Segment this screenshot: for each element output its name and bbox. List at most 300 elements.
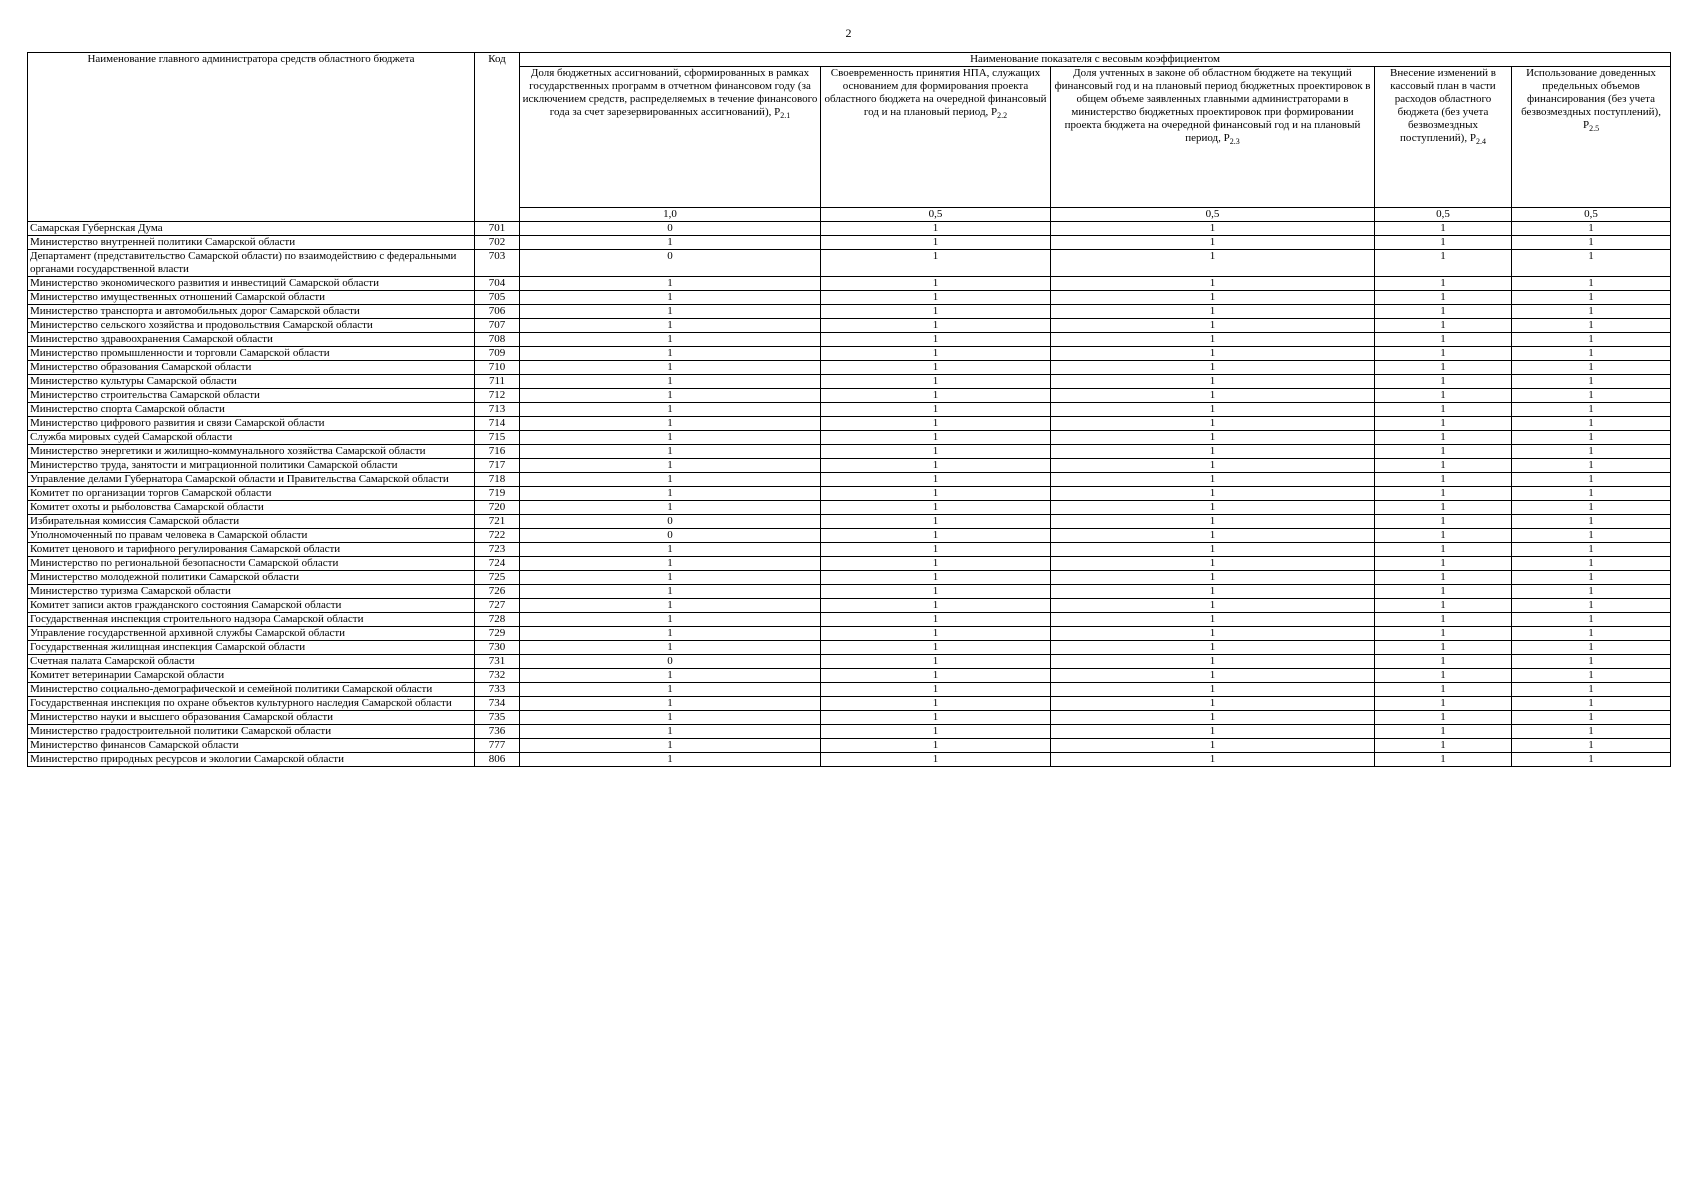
administrator-name-cell: Самарская Губернская Дума	[28, 222, 475, 236]
indicator-value-cell: 1	[821, 613, 1051, 627]
indicator-value-cell: 1	[520, 473, 821, 487]
indicator-value-cell: 1	[1375, 739, 1512, 753]
indicator-value-cell: 1	[1375, 375, 1512, 389]
code-cell: 714	[475, 417, 520, 431]
indicator-value-cell: 1	[1051, 613, 1375, 627]
indicator-value-cell: 1	[1512, 305, 1671, 319]
indicator-value-cell: 1	[1375, 543, 1512, 557]
indicator-value-cell: 1	[1051, 543, 1375, 557]
indicator-value-cell: 1	[1375, 250, 1512, 277]
administrator-name-cell: Министерство имущественных отношений Самарской области	[28, 291, 475, 305]
table-row	[28, 655, 1671, 669]
indicator-value-cell: 1	[1051, 571, 1375, 585]
indicator-value-cell: 1	[520, 361, 821, 375]
indicator-value-cell: 1	[1051, 683, 1375, 697]
indicator-value-cell: 1	[520, 697, 821, 711]
table-row	[28, 473, 1671, 487]
table-row	[28, 725, 1671, 739]
administrator-name-cell: Министерство молодежной политики Самарской области	[28, 571, 475, 585]
table-row	[28, 250, 1671, 277]
administrator-name-cell: Комитет по организации торгов Самарской области	[28, 487, 475, 501]
indicator-value-cell: 1	[520, 627, 821, 641]
table-row	[28, 222, 1671, 236]
code-cell: 726	[475, 585, 520, 599]
indicator-value-cell: 1	[1375, 291, 1512, 305]
administrator-name-cell: Министерство науки и высшего образования Самарской области	[28, 711, 475, 725]
administrator-name-cell: Министерство промышленности и торговли Самарской области	[28, 347, 475, 361]
indicator-value-cell: 1	[1512, 669, 1671, 683]
indicator-value-cell: 1	[1051, 753, 1375, 767]
table-row	[28, 459, 1671, 473]
table-row	[28, 361, 1671, 375]
indicator-value-cell: 1	[1512, 599, 1671, 613]
indicator-value-cell: 1	[1375, 753, 1512, 767]
indicator-value-cell: 1	[520, 641, 821, 655]
indicator-value-cell: 1	[1051, 305, 1375, 319]
administrator-name-cell: Государственная инспекция строительного надзора Самарской области	[28, 613, 475, 627]
indicator-weight: 0,5	[1375, 208, 1512, 222]
administrator-name-cell: Министерство строительства Самарской области	[28, 389, 475, 403]
administrator-name-cell: Министерство сельского хозяйства и продовольствия Самарской области	[28, 319, 475, 333]
indicator-value-cell: 1	[1375, 571, 1512, 585]
indicator-value-cell: 1	[1375, 389, 1512, 403]
code-cell: 711	[475, 375, 520, 389]
code-cell: 720	[475, 501, 520, 515]
indicator-value-cell: 1	[520, 725, 821, 739]
administrator-name-cell: Министерство транспорта и автомобильных дорог Самарской области	[28, 305, 475, 319]
page-number: 2	[845, 26, 852, 40]
indicator-value-cell: 1	[1512, 613, 1671, 627]
indicator-value-cell: 1	[1512, 417, 1671, 431]
indicator-value-cell: 1	[821, 305, 1051, 319]
administrator-name-cell: Комитет ветеринарии Самарской области	[28, 669, 475, 683]
indicator-value-cell: 1	[1051, 473, 1375, 487]
table-row	[28, 403, 1671, 417]
indicator-value-cell: 1	[520, 501, 821, 515]
indicator-value-cell: 1	[520, 459, 821, 473]
indicator-value-cell: 1	[1375, 487, 1512, 501]
code-cell: 725	[475, 571, 520, 585]
indicator-value-cell: 1	[1051, 250, 1375, 277]
indicator-value-cell: 1	[1375, 557, 1512, 571]
indicator-value-cell: 1	[821, 236, 1051, 250]
administrator-name-cell: Управление делами Губернатора Самарской области и Правительства Самарской области	[28, 473, 475, 487]
indicator-value-cell: 1	[1512, 431, 1671, 445]
indicator-value-cell: 1	[821, 319, 1051, 333]
indicator-value-cell: 1	[1051, 515, 1375, 529]
indicator-value-cell: 1	[1051, 319, 1375, 333]
code-cell: 731	[475, 655, 520, 669]
indicator-value-cell: 1	[821, 389, 1051, 403]
indicator-value-cell: 1	[1512, 515, 1671, 529]
indicator-value-cell: 1	[1375, 431, 1512, 445]
header-code: Код	[475, 53, 520, 222]
indicator-value-cell: 1	[821, 333, 1051, 347]
table-row	[28, 529, 1671, 543]
indicator-value-cell: 1	[1375, 627, 1512, 641]
indicator-value-cell: 1	[520, 445, 821, 459]
code-cell: 806	[475, 753, 520, 767]
indicator-value-cell: 1	[1512, 753, 1671, 767]
indicator-value-cell: 1	[1051, 277, 1375, 291]
indicator-value-cell: 1	[1375, 529, 1512, 543]
indicator-value-cell: 1	[1512, 697, 1671, 711]
code-cell: 728	[475, 613, 520, 627]
indicator-value-cell: 1	[821, 222, 1051, 236]
table-row	[28, 319, 1671, 333]
code-cell: 709	[475, 347, 520, 361]
indicator-table	[27, 52, 1671, 767]
administrator-name-cell: Министерство здравоохранения Самарской области	[28, 333, 475, 347]
administrator-name-cell: Министерство спорта Самарской области	[28, 403, 475, 417]
indicator-value-cell: 1	[821, 347, 1051, 361]
indicator-value-cell: 1	[1375, 613, 1512, 627]
administrator-name-cell: Министерство социально-демографической и семейной политики Самарской области	[28, 683, 475, 697]
indicator-value-cell: 1	[821, 375, 1051, 389]
administrator-name-cell: Министерство экономического развития и инвестиций Самарской области	[28, 277, 475, 291]
indicator-value-cell: 1	[520, 319, 821, 333]
indicator-value-cell: 1	[1051, 725, 1375, 739]
indicator-value-cell: 1	[1512, 711, 1671, 725]
administrator-name-cell: Избирательная комиссия Самарской области	[28, 515, 475, 529]
indicator-value-cell: 1	[520, 613, 821, 627]
table-row	[28, 375, 1671, 389]
indicator-value-cell: 1	[821, 739, 1051, 753]
indicator-value-cell: 1	[1375, 501, 1512, 515]
indicator-value-cell: 1	[821, 515, 1051, 529]
table-row	[28, 347, 1671, 361]
code-cell: 724	[475, 557, 520, 571]
code-cell: 727	[475, 599, 520, 613]
table-row	[28, 697, 1671, 711]
indicator-value-cell: 1	[1375, 473, 1512, 487]
indicator-value-cell: 1	[1512, 683, 1671, 697]
indicator-value-cell: 1	[1051, 222, 1375, 236]
code-cell: 721	[475, 515, 520, 529]
indicator-value-cell: 1	[520, 417, 821, 431]
table-row	[28, 711, 1671, 725]
indicator-value-cell: 1	[1375, 459, 1512, 473]
table-row	[28, 305, 1671, 319]
indicator-value-cell: 1	[821, 711, 1051, 725]
code-cell: 718	[475, 473, 520, 487]
table-row	[28, 641, 1671, 655]
indicator-weight: 0,5	[821, 208, 1051, 222]
table-row	[28, 389, 1671, 403]
code-cell: 723	[475, 543, 520, 557]
indicator-value-cell: 1	[520, 291, 821, 305]
code-cell: 708	[475, 333, 520, 347]
indicator-value-cell: 1	[1051, 585, 1375, 599]
indicator-weight: 0,5	[1051, 208, 1375, 222]
indicator-value-cell: 1	[1512, 487, 1671, 501]
indicator-value-cell: 1	[1512, 473, 1671, 487]
header-indicator: Доля бюджетных ассигнований, сформированных в рамках государственных программ в отчетном финансовом году (за исключением средств, распределяемых в течение финансового года за счет зарезервированных ассигнований), $P_{2.1}$	[520, 67, 821, 208]
indicator-value-cell: 1	[1375, 277, 1512, 291]
indicator-value-cell: 1	[1375, 711, 1512, 725]
indicator-value-cell: 1	[1375, 697, 1512, 711]
indicator-value-cell: 1	[520, 683, 821, 697]
code-cell: 710	[475, 361, 520, 375]
indicator-value-cell: 1	[1375, 725, 1512, 739]
table-row	[28, 683, 1671, 697]
indicator-value-cell: 1	[1512, 501, 1671, 515]
administrator-name-cell: Министерство градостроительной политики Самарской области	[28, 725, 475, 739]
indicator-value-cell: 0	[520, 250, 821, 277]
indicator-value-cell: 1	[821, 473, 1051, 487]
administrator-name-cell: Счетная палата Самарской области	[28, 655, 475, 669]
administrator-name-cell: Министерство внутренней политики Самарской области	[28, 236, 475, 250]
code-cell: 702	[475, 236, 520, 250]
indicator-value-cell: 0	[520, 222, 821, 236]
administrator-name-cell: Министерство труда, занятости и миграционной политики Самарской области	[28, 459, 475, 473]
table-row	[28, 669, 1671, 683]
table-row	[28, 236, 1671, 250]
table-row	[28, 571, 1671, 585]
indicator-value-cell: 1	[1512, 333, 1671, 347]
indicator-value-cell: 1	[1512, 389, 1671, 403]
administrator-name-cell: Министерство цифрового развития и связи Самарской области	[28, 417, 475, 431]
indicator-value-cell: 1	[1512, 585, 1671, 599]
administrator-name-cell: Министерство природных ресурсов и экологии Самарской области	[28, 753, 475, 767]
indicator-value-cell: 1	[821, 543, 1051, 557]
indicator-value-cell: 1	[520, 389, 821, 403]
administrator-name-cell: Министерство культуры Самарской области	[28, 375, 475, 389]
table-row	[28, 585, 1671, 599]
indicator-value-cell: 1	[520, 753, 821, 767]
indicator-value-cell: 1	[520, 599, 821, 613]
indicator-value-cell: 1	[520, 585, 821, 599]
indicator-value-cell: 1	[520, 375, 821, 389]
indicator-value-cell: 1	[821, 557, 1051, 571]
indicator-value-cell: 1	[1375, 445, 1512, 459]
indicator-value-cell: 1	[1375, 683, 1512, 697]
table-row	[28, 487, 1671, 501]
indicator-value-cell: 1	[1512, 543, 1671, 557]
indicator-value-cell: 1	[520, 305, 821, 319]
indicator-value-cell: 1	[1051, 347, 1375, 361]
indicator-value-cell: 1	[520, 277, 821, 291]
indicator-value-cell: 1	[1375, 361, 1512, 375]
administrator-name-cell: Министерство туризма Самарской области	[28, 585, 475, 599]
table-body	[28, 222, 1671, 767]
indicator-value-cell: 1	[1051, 641, 1375, 655]
indicator-value-cell: 1	[1051, 599, 1375, 613]
indicator-value-cell: 1	[1512, 347, 1671, 361]
table-row	[28, 599, 1671, 613]
indicator-value-cell: 1	[1051, 557, 1375, 571]
indicator-value-cell: 1	[1051, 627, 1375, 641]
indicator-value-cell: 1	[520, 236, 821, 250]
code-cell: 732	[475, 669, 520, 683]
indicator-value-cell: 1	[520, 487, 821, 501]
indicator-value-cell: 1	[821, 669, 1051, 683]
administrator-name-cell: Министерство финансов Самарской области	[28, 739, 475, 753]
indicator-value-cell: 1	[821, 641, 1051, 655]
administrator-name-cell: Государственная жилищная инспекция Самарской области	[28, 641, 475, 655]
indicator-value-cell: 1	[1051, 389, 1375, 403]
indicator-value-cell: 1	[1512, 361, 1671, 375]
indicator-value-cell: 1	[1375, 319, 1512, 333]
code-cell: 736	[475, 725, 520, 739]
code-cell: 717	[475, 459, 520, 473]
table-row	[28, 739, 1671, 753]
table-row	[28, 291, 1671, 305]
indicator-value-cell: 1	[821, 599, 1051, 613]
header-indicator: Своевременность принятия НПА, служащих основанием для формирования проекта областного бюджета на очередной финансовый год и на плановый период, $P_{2.2}$	[821, 67, 1051, 208]
indicator-value-cell: 1	[1051, 445, 1375, 459]
code-cell: 706	[475, 305, 520, 319]
indicator-value-cell: 1	[520, 431, 821, 445]
table-row	[28, 627, 1671, 641]
indicator-value-cell: 1	[520, 347, 821, 361]
code-cell: 705	[475, 291, 520, 305]
table-row	[28, 557, 1671, 571]
indicator-value-cell: 1	[1512, 459, 1671, 473]
indicator-value-cell: 1	[821, 417, 1051, 431]
indicator-value-cell: 1	[1051, 417, 1375, 431]
indicator-value-cell: 1	[821, 571, 1051, 585]
header-indicator-group: Наименование показателя с весовым коэффициентом	[520, 53, 1671, 67]
indicator-value-cell: 1	[1512, 445, 1671, 459]
indicator-value-cell: 1	[821, 361, 1051, 375]
indicator-value-cell: 1	[1512, 641, 1671, 655]
indicator-value-cell: 1	[821, 725, 1051, 739]
indicator-value-cell: 1	[1512, 739, 1671, 753]
table-row	[28, 445, 1671, 459]
code-cell: 735	[475, 711, 520, 725]
indicator-value-cell: 1	[821, 655, 1051, 669]
indicator-value-cell: 1	[1512, 529, 1671, 543]
indicator-value-cell: 1	[1375, 403, 1512, 417]
table-row	[28, 277, 1671, 291]
indicator-value-cell: 1	[1051, 431, 1375, 445]
indicator-value-cell: 1	[821, 445, 1051, 459]
code-cell: 719	[475, 487, 520, 501]
indicator-value-cell: 1	[821, 291, 1051, 305]
code-cell: 707	[475, 319, 520, 333]
indicator-value-cell: 1	[520, 571, 821, 585]
indicator-value-cell: 1	[821, 697, 1051, 711]
administrator-name-cell: Государственная инспекция по охране объектов культурного наследия Самарской области	[28, 697, 475, 711]
indicator-value-cell: 1	[1051, 375, 1375, 389]
administrator-name-cell: Уполномоченный по правам человека в Самарской области	[28, 529, 475, 543]
indicator-value-cell: 1	[1512, 250, 1671, 277]
code-cell: 704	[475, 277, 520, 291]
code-cell: 722	[475, 529, 520, 543]
indicator-value-cell: 0	[520, 529, 821, 543]
indicator-value-cell: 1	[520, 711, 821, 725]
indicator-value-cell: 1	[1051, 361, 1375, 375]
indicator-value-cell: 1	[520, 669, 821, 683]
indicator-value-cell: 1	[821, 487, 1051, 501]
indicator-value-cell: 1	[821, 529, 1051, 543]
indicator-value-cell: 1	[1375, 333, 1512, 347]
indicator-value-cell: 1	[520, 403, 821, 417]
code-cell: 729	[475, 627, 520, 641]
code-cell: 713	[475, 403, 520, 417]
code-cell: 733	[475, 683, 520, 697]
indicator-value-cell: 1	[1051, 403, 1375, 417]
code-cell: 715	[475, 431, 520, 445]
indicator-value-cell: 1	[1512, 222, 1671, 236]
administrator-name-cell: Комитет охоты и рыболовства Самарской области	[28, 501, 475, 515]
indicator-value-cell: 1	[1051, 501, 1375, 515]
indicator-value-cell: 1	[1051, 697, 1375, 711]
indicator-value-cell: 1	[1512, 557, 1671, 571]
indicator-value-cell: 1	[1051, 739, 1375, 753]
indicator-value-cell: 1	[1512, 291, 1671, 305]
indicator-value-cell: 1	[1512, 627, 1671, 641]
indicator-value-cell: 1	[1051, 655, 1375, 669]
indicator-value-cell: 0	[520, 655, 821, 669]
administrator-name-cell: Департамент (представительство Самарской области) по взаимодействию с федеральными органами государственной власти	[28, 250, 475, 277]
code-cell: 734	[475, 697, 520, 711]
administrator-name-cell: Министерство по региональной безопасности Самарской области	[28, 557, 475, 571]
code-cell: 730	[475, 641, 520, 655]
indicator-value-cell: 1	[1051, 236, 1375, 250]
indicator-weight: 0,5	[1512, 208, 1671, 222]
indicator-value-cell: 1	[1512, 277, 1671, 291]
table-row	[28, 543, 1671, 557]
indicator-value-cell: 1	[821, 277, 1051, 291]
indicator-value-cell: 1	[1051, 529, 1375, 543]
indicator-value-cell: 1	[1051, 459, 1375, 473]
administrator-name-cell: Комитет ценового и тарифного регулирования Самарской области	[28, 543, 475, 557]
indicator-value-cell: 1	[1375, 599, 1512, 613]
indicator-value-cell: 1	[1375, 669, 1512, 683]
indicator-value-cell: 1	[1512, 571, 1671, 585]
indicator-value-cell: 1	[821, 431, 1051, 445]
indicator-value-cell: 1	[1512, 236, 1671, 250]
indicator-value-cell: 1	[821, 753, 1051, 767]
table-row	[28, 333, 1671, 347]
indicator-value-cell: 1	[821, 403, 1051, 417]
table-row	[28, 515, 1671, 529]
indicator-value-cell: 1	[1375, 305, 1512, 319]
administrator-name-cell: Управление государственной архивной службы Самарской области	[28, 627, 475, 641]
indicator-value-cell: 1	[821, 683, 1051, 697]
indicator-value-cell: 1	[821, 585, 1051, 599]
header-indicator: Внесение изменений в кассовый план в части расходов областного бюджета (без учета безвозмездных поступлений), $P_{2.4}$	[1375, 67, 1512, 208]
indicator-value-cell: 1	[1051, 711, 1375, 725]
indicator-weight: 1,0	[520, 208, 821, 222]
indicator-value-cell: 0	[520, 515, 821, 529]
code-cell: 703	[475, 250, 520, 277]
header-administrator-name: Наименование главного администратора средств областного бюджета	[28, 53, 475, 222]
indicator-value-cell: 1	[821, 627, 1051, 641]
indicator-value-cell: 1	[1512, 655, 1671, 669]
indicator-value-cell: 1	[520, 739, 821, 753]
table-row	[28, 501, 1671, 515]
indicator-value-cell: 1	[1512, 403, 1671, 417]
table-row	[28, 613, 1671, 627]
indicator-value-cell: 1	[1375, 585, 1512, 599]
indicator-value-cell: 1	[520, 543, 821, 557]
administrator-name-cell: Служба мировых судей Самарской области	[28, 431, 475, 445]
indicator-value-cell: 1	[1051, 669, 1375, 683]
indicator-value-cell: 1	[1051, 333, 1375, 347]
indicator-value-cell: 1	[1375, 655, 1512, 669]
indicator-value-cell: 1	[1375, 641, 1512, 655]
administrator-name-cell: Министерство энергетики и жилищно-коммунального хозяйства Самарской области	[28, 445, 475, 459]
header-indicator: Доля учтенных в законе об областном бюджете на текущий финансовый год и на плановый период бюджетных проектировок в общем объеме заявленных главными администраторами в министерство бюджетных проектировок при формировании проекта бюджета на очередной финансовый год и на плановый период, $P_{2.3}$	[1051, 67, 1375, 208]
indicator-value-cell: 1	[1375, 417, 1512, 431]
indicator-value-cell: 1	[1051, 487, 1375, 501]
administrator-name-cell: Министерство образования Самарской области	[28, 361, 475, 375]
indicator-value-cell: 1	[1051, 291, 1375, 305]
administrator-name-cell: Комитет записи актов гражданского состояния Самарской области	[28, 599, 475, 613]
